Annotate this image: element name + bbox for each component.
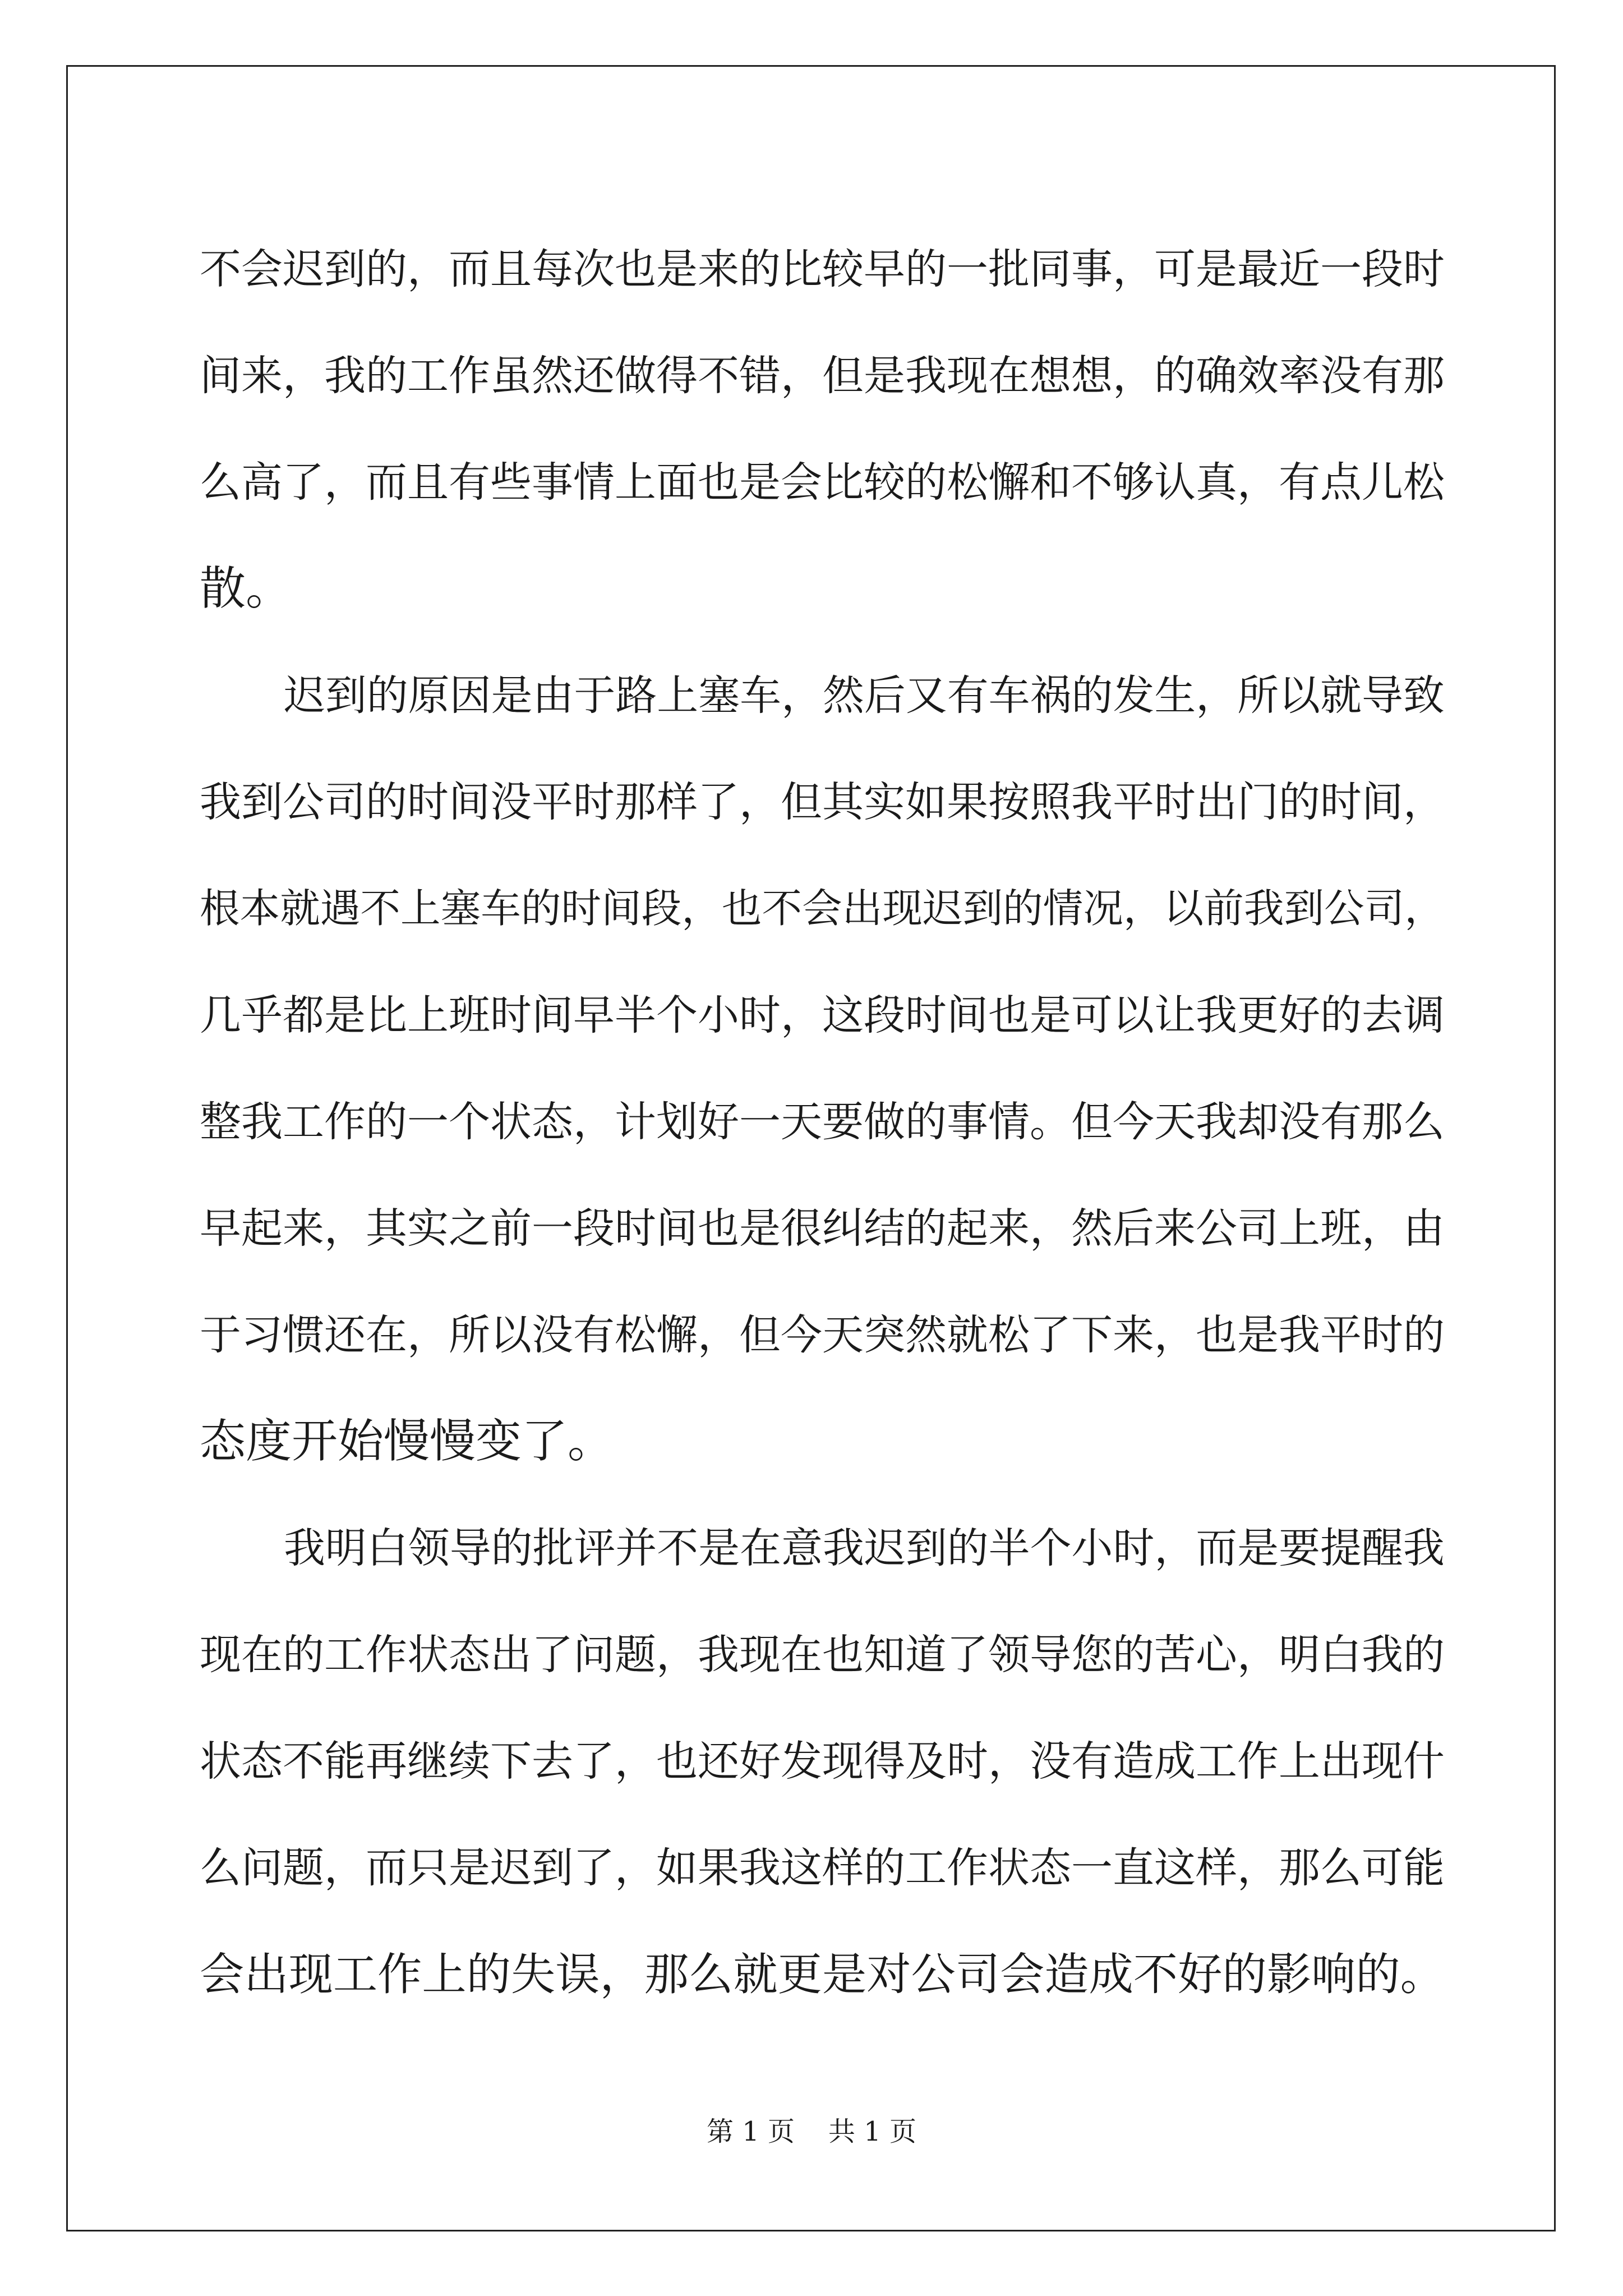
text-line: 几乎都是比上班时间早半个小时，这段时间也是可以让我更好的去调	[200, 991, 1445, 1039]
text-line: 现在的工作状态出了问题，我现在也知道了领导您的苦心，明白我的	[200, 1631, 1445, 1679]
text-line: 我到公司的时间没平时那样了，但其实如果按照我平时出门的时间，	[200, 778, 1445, 826]
text-line: 根本就遇不上塞车的时间段，也不会出现迟到的情况，以前我到公司，	[200, 885, 1445, 932]
text-line: 整我工作的一个状态，计划好一天要做的事情。但今天我却没有那么	[200, 1098, 1445, 1146]
paragraph-start-line: 迟到的原因是由于路上塞车，然后又有车祸的发生，所以就导致	[284, 671, 1445, 720]
text-line: 不会迟到的，而且每次也是来的比较早的一批同事，可是最近一段时	[200, 245, 1445, 293]
page-total: 共 1 页	[828, 2116, 917, 2147]
text-line: 么高了，而且有些事情上面也是会比较的松懈和不够认真，有点儿松	[200, 458, 1445, 507]
page-number: 第 1 页	[706, 2116, 795, 2147]
paragraph-start-line: 我明白领导的批评并不是在意我迟到的半个小时，而是要提醒我	[284, 1524, 1445, 1572]
document-body	[200, 216, 1445, 2028]
text-line: 散。	[200, 562, 292, 615]
text-line: 间来，我的工作虽然还做得不错，但是我现在想想，的确效率没有那	[200, 352, 1445, 400]
text-line: 早起来，其实之前一段时间也是很纠结的起来，然后来公司上班，由	[200, 1204, 1445, 1253]
text-line: 状态不能再继续下去了，也还好发现得及时，没有造成工作上出现什	[200, 1737, 1445, 1786]
page-footer	[0, 2115, 1623, 2148]
text-line: 会出现工作上的失误，那么就更是对公司会造成不好的影响的。	[200, 1948, 1445, 2000]
text-line: 于习惯还在，所以没有松懈，但今天突然就松了下来，也是我平时的	[200, 1311, 1445, 1359]
text-line: 态度开始慢慢变了。	[200, 1415, 614, 1468]
text-line: 么问题，而只是迟到了，如果我这样的工作状态一直这样，那么可能	[200, 1844, 1445, 1892]
